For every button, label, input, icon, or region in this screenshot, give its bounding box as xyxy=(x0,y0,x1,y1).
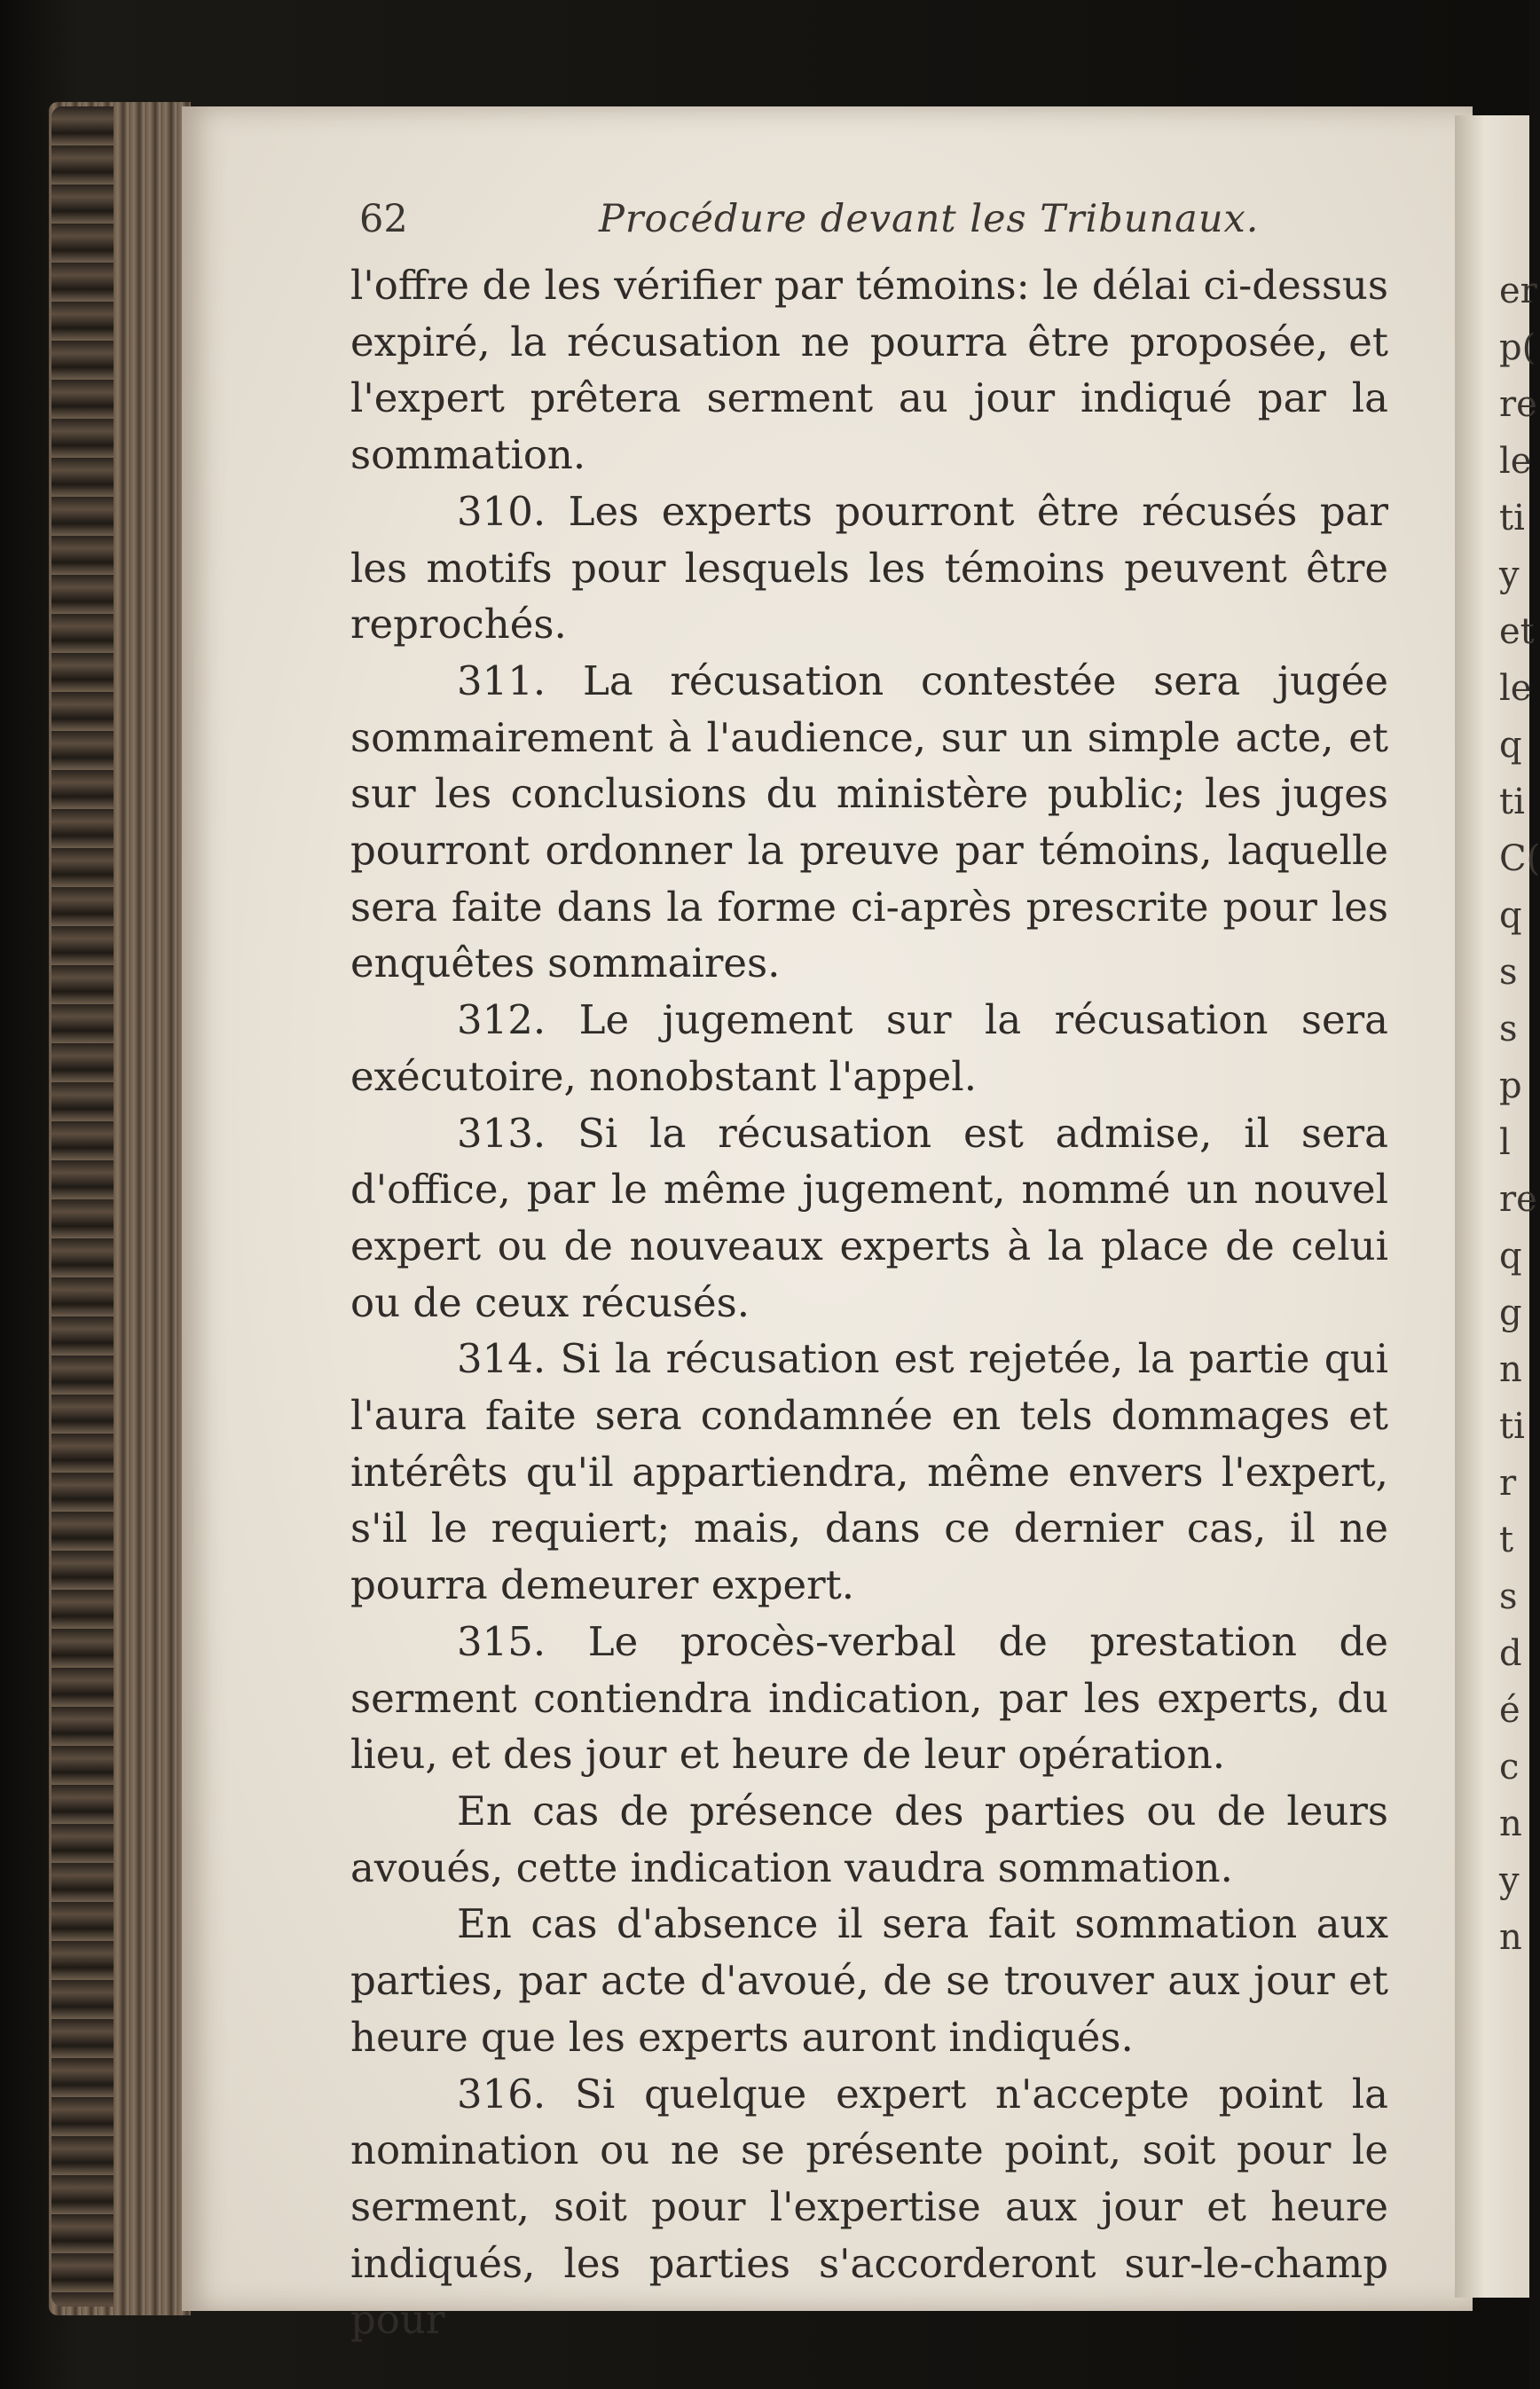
running-title: Procédure devant les Tribunaux. xyxy=(599,197,1260,241)
next-page-fragment: p( xyxy=(1499,327,1536,368)
next-page-fragment: ti xyxy=(1499,782,1525,822)
next-page-fragment: n xyxy=(1499,1349,1522,1390)
next-page-fragment: q xyxy=(1499,725,1522,766)
next-page-fragment: r xyxy=(1499,1463,1517,1504)
next-page-fragment: C( xyxy=(1499,838,1540,879)
next-page-fragment: ti xyxy=(1499,1406,1525,1447)
next-page-fragment: et xyxy=(1499,611,1535,652)
next-page-fragment: le xyxy=(1499,441,1532,482)
next-page-fragment: s xyxy=(1499,1009,1518,1049)
next-page-fragment: re xyxy=(1499,384,1537,425)
next-page-fragment: er xyxy=(1499,271,1537,311)
next-page-fragment: é xyxy=(1499,1690,1520,1731)
next-page-fragment: y xyxy=(1499,1860,1520,1901)
next-page-fragment: q xyxy=(1499,895,1522,936)
paragraph-absence: En cas d'absence il sera fait sommation aux parties, par acte d'avoué, de se trouver aux jour et heure que les experts auront indiqués. xyxy=(350,1900,1388,2061)
article-310: 310. Les experts pourront être récusés par les motifs pour lesquels les témoins peuvent être reprochés. xyxy=(350,487,1388,648)
article-314: 314. Si la récusation est rejetée, la partie qui l'aura faite sera condamnée en tels dommages et intérêts qu'il appartiendra, même envers l'expert, s'il le requiert; mais, dans ce dernier cas, il ne pourra demeurer expert. xyxy=(350,1335,1388,1609)
next-page-fragment: p xyxy=(1499,1065,1522,1106)
next-page-edge xyxy=(1455,115,1540,2298)
next-page-fragment: q xyxy=(1499,1236,1522,1277)
next-page-fragment: n xyxy=(1499,1917,1522,1958)
next-page-fragment: n xyxy=(1499,1804,1522,1844)
article-312: 312. Le jugement sur la récusation sera exécutoire, nonobstant l'appel. xyxy=(350,996,1388,1100)
next-page-fragment: l xyxy=(1499,1122,1511,1163)
article-316: 316. Si quelque expert n'accepte point la nomination ou ne se présente point, soit pour le serment, soit pour l'expertise aux jour et heure indiqués, les parties s'accorderont sur-le-champ pour xyxy=(350,2070,1388,2344)
page-number: 62 xyxy=(359,197,408,241)
next-page-fragment: le xyxy=(1499,668,1532,709)
next-page-fragment: g xyxy=(1499,1293,1522,1333)
next-page-fragment: t xyxy=(1499,1520,1514,1560)
marbled-book-edge xyxy=(51,106,114,2306)
next-page-fragment: ti xyxy=(1499,498,1525,538)
next-page-fragment: c xyxy=(1499,1747,1520,1788)
paragraph-presence: En cas de présence des parties ou de leurs avoués, cette indication vaudra sommation. xyxy=(350,1787,1388,1891)
article-313: 313. Si la récusation est admise, il sera d'office, par le même jugement, nommé un nouvel expert ou de nouveaux experts à la place de celui ou de ceux récusés. xyxy=(350,1109,1388,1326)
next-page-fragment: y xyxy=(1499,554,1520,595)
paragraph-continuation: l'offre de les vérifier par témoins: le délai ci-dessus expiré, la récusation ne pourra être proposée, et l'expert prêtera serment au jour indiqué par la sommation. xyxy=(350,262,1388,479)
next-page-fragment: s xyxy=(1499,952,1518,993)
page-text xyxy=(350,257,1388,2348)
article-315: 315. Le procès-verbal de prestation de serment contiendra indication, par les experts, du lieu, et des jour et heure de leur opération. xyxy=(350,1617,1388,1779)
article-311: 311. La récusation contestée sera jugée sommairement à l'audience, sur un simple acte, et sur les conclusions du ministère public; les juges pourront ordonner la preuve par témoins, laquelle sera faite dans la forme ci-après prescrite pour les enquêtes sommaires. xyxy=(350,656,1388,987)
page-header xyxy=(359,197,1406,250)
next-page-fragment: d xyxy=(1499,1633,1522,1674)
next-page-fragment: re xyxy=(1499,1179,1537,1220)
next-page-fragment: s xyxy=(1499,1576,1518,1617)
